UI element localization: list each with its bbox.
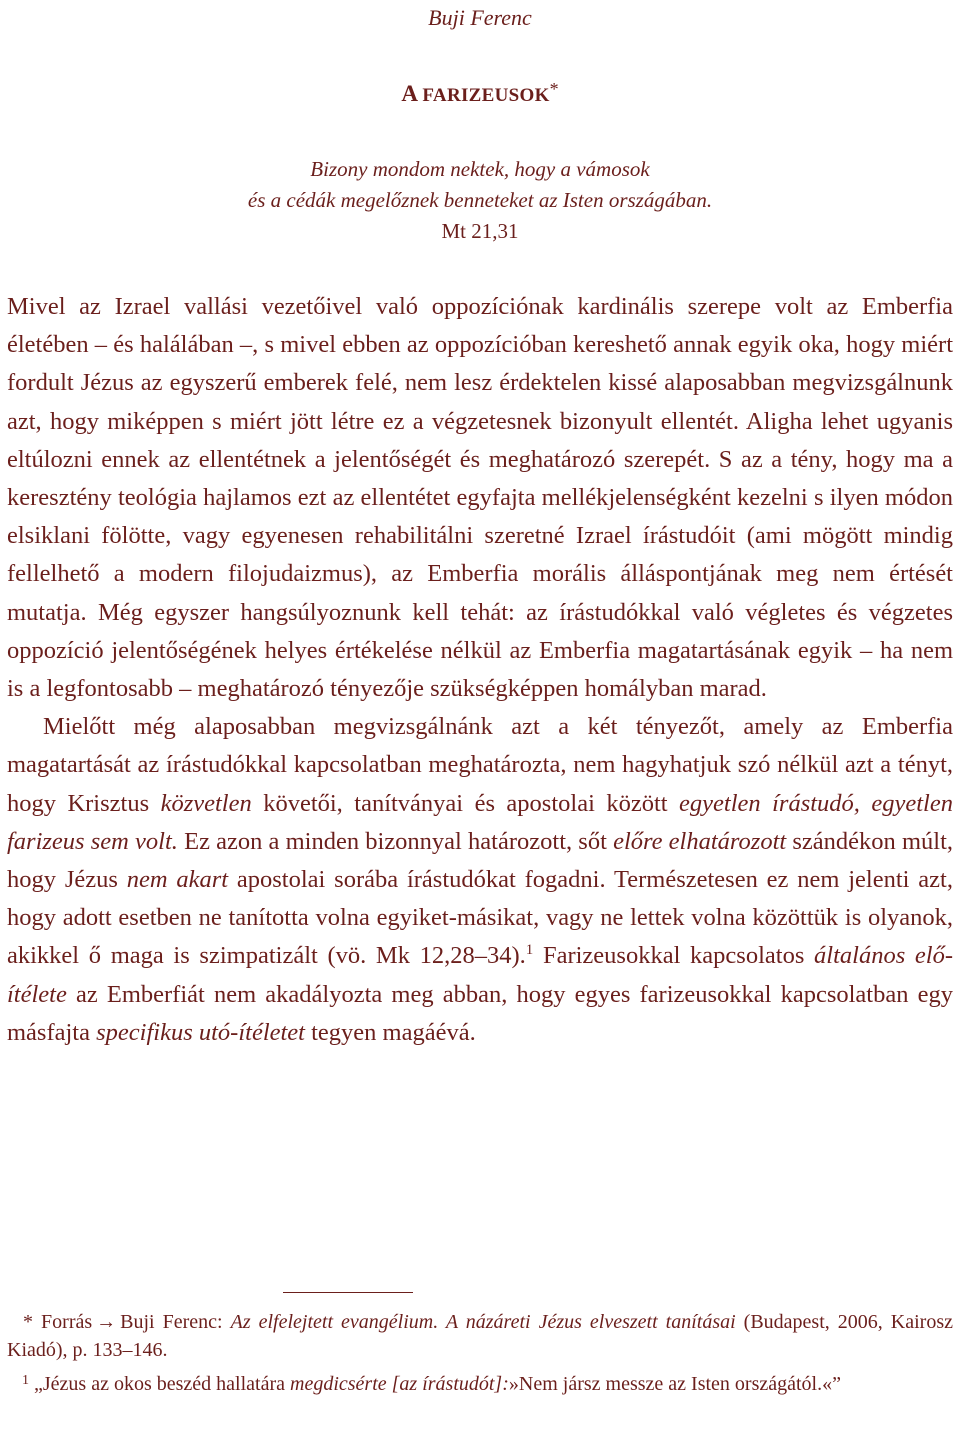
italic-run: specifikus utó-ítéletet — [96, 1018, 305, 1046]
italic-run: általános elő-ítélete — [7, 942, 954, 1008]
italic-run: nem akart — [126, 866, 229, 894]
footnote-italic: megdicsérte [az írástudót]: — [290, 1373, 509, 1395]
source-details: (Budapest, 2006, Kairosz Kiadó), p. 133–146. — [7, 1311, 953, 1361]
footnote-source — [7, 1308, 953, 1364]
italic-run: egyetlen írástudó, egyetlen farizeus sem volt. — [7, 789, 953, 855]
footnote-text: „Jézus az okos beszéd hallatára — [34, 1373, 290, 1395]
italic-run: előre elhatározott — [613, 827, 787, 855]
text-run: követői, tanítványai és apostolai között — [251, 789, 680, 817]
text-run: tegyen magáévá. — [305, 1018, 476, 1046]
epigraph — [0, 154, 960, 247]
source-title: Az elfelejtett evangélium. A názáreti Jézus elveszett tanításai — [230, 1311, 736, 1333]
text-run: apostolai sorába írástudókat fogadni. Természetesen ez nem jelenti azt, hogy adott esetben ne tanította volna egyiket-másikat, vagy ne lettek volna közöttük is olyanok, akikkel ő maga is szimpatizált (vö. Mk 12,28–34). — [7, 866, 953, 970]
text-run: Ez azon a minden bizonnyal határozott, sőt — [177, 827, 614, 855]
paragraph-1: Mivel az Izrael vallási vezetőivel való oppozíciónak kardinális szerepe volt az Emberfia életében – és halálában –, s mivel ebben az oppozícióban kereshető annak egyik oka, hogy miért fordult Jézus az egyszerű emberek felé, nem lesz érdektelen kissé alaposabban megvizsgálnunk azt, hogy miképpen s miért jött létre ez a végzetesnek bizonyult ellentét. Aligha lehet ugyanis eltúlozni ennek az ellentétnek a jelentőségét és meghatározó szerepét. S az a tény, hogy ma a keresztény teológia hajlamos ezt az ellentétet egyfajta mellékjelenségként kezelni s ilyen módon elsiklani fölötte, vagy egyenesen rehabilitálni szeretné Izrael írástudóit (ami mögött mindig fellelhető a modern filojudaizmus), az Emberfia morális álláspontjának meg nem értését mutatja. Még egyszer hangsúlyoznunk kell tehát: az írástudókkal való végletes és végzetes oppozíció jelentőségének helyes értékelése nélkül az Emberfia magatartásának egyik – ha nem is a legfontosabb – meghatározó tényezője szükségképpen homályban marad. — [7, 293, 953, 703]
paragraph-2 — [7, 708, 953, 1052]
italic-run: közvetlen — [160, 789, 252, 817]
footnote-reference[interactable]: 1 — [525, 942, 534, 959]
source-label: Forrás — [41, 1311, 93, 1333]
title-initial: A — [401, 81, 423, 106]
epigraph-line-2: és a cédák megelőznek benneteket az Isten országában. — [247, 188, 713, 212]
footnote-mark: 1 — [22, 1373, 29, 1388]
source-author: Buji Ferenc: — [120, 1311, 231, 1333]
author-name: Buji Ferenc — [428, 5, 532, 30]
text-run: Mielőtt még alaposabban megvizsgálnánk azt a két tényezőt, amely az Emberfia magatartását az írástudókkal kapcsolatban meghatározta, nem hagyhatjuk szó nélkül azt a tényt, hogy Krisztus — [7, 713, 953, 817]
title-footnote-mark[interactable]: * — [549, 79, 559, 99]
epigraph-reference: Mt 21,31 — [441, 219, 519, 243]
arrow-right-icon: → — [96, 1311, 117, 1333]
footnote-mark: * — [23, 1311, 34, 1333]
text-run: az Emberfiát nem akadályozta meg abban, hogy egyes farizeusokkal kapcsolatban egy másfajta — [7, 980, 953, 1046]
epigraph-line-1: Bizony mondom nektek, hogy a vámosok — [310, 157, 650, 181]
title-rest: FARIZEUSOK — [422, 85, 550, 106]
footnote-text: »Nem jársz messze az Isten országától.«” — [508, 1373, 841, 1395]
footnotes — [7, 1308, 953, 1398]
text-run: Farizeusokkal kapcsolatos — [533, 942, 815, 970]
footnote-1 — [7, 1370, 953, 1398]
body-text — [7, 288, 953, 1052]
chapter-title — [0, 78, 960, 112]
text-run: szándékon múlt, hogy Jézus — [7, 827, 954, 894]
footnote-divider — [283, 1292, 413, 1293]
